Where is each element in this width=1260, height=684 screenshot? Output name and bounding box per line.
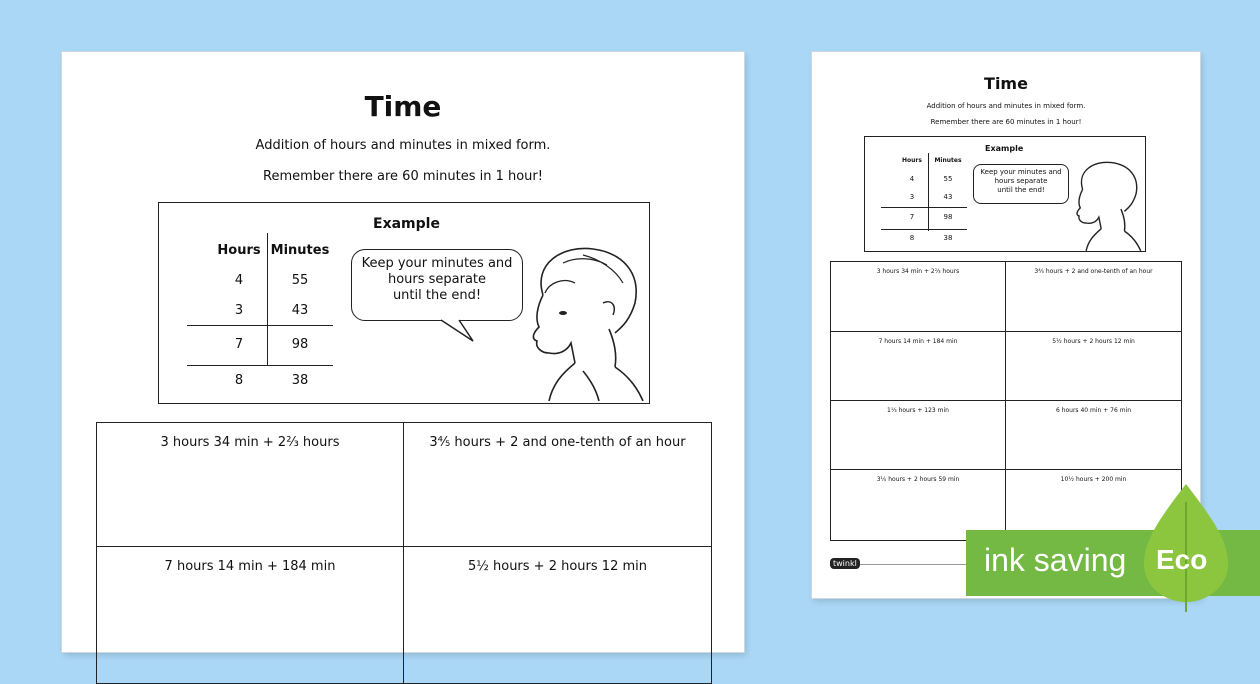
speech-bubble-line-2: hours separate: [387, 272, 487, 287]
example-minutes-4-small: 38: [943, 234, 953, 242]
boy-illustration-small-icon: [1071, 159, 1143, 251]
example-minutes-3: 98: [291, 337, 309, 352]
example-hours-1-small: 4: [909, 175, 915, 183]
worksheet-reminder: Remember there are 60 minutes in 1 hour!: [263, 169, 543, 184]
problem-cell-small-6[interactable]: 6 hours 40 min + 76 min: [1006, 401, 1181, 470]
minutes-header-small: Minutes: [934, 157, 962, 164]
problem-cell-small-7[interactable]: 3⅕ hours + 2 hours 59 min: [831, 470, 1006, 540]
problem-grid-small: [830, 261, 1182, 541]
example-result-line: [187, 365, 333, 366]
example-minutes-1-small: 55: [943, 175, 953, 183]
example-minutes-1: 55: [291, 273, 309, 288]
ink-saving-label: ink saving: [984, 542, 1127, 578]
worksheet-instruction: Addition of hours and minutes in mixed form.: [255, 138, 551, 153]
problem-cell-small-3[interactable]: 7 hours 14 min + 184 min: [831, 332, 1006, 401]
problem-grid: [96, 422, 712, 684]
speech-bubble-small-line-1: Keep your minutes and: [980, 168, 1062, 176]
hours-header-small: Hours: [902, 157, 922, 164]
example-column-divider: [267, 233, 268, 365]
problem-cell-small-1[interactable]: 3 hours 34 min + 2⅔ hours: [831, 262, 1006, 332]
example-hours-2: 3: [234, 303, 244, 318]
worksheet-title-small: Time: [984, 74, 1028, 93]
example-title-small: Example: [985, 144, 1024, 153]
example-hours-3-small: 7: [909, 213, 915, 221]
worksheet-title: Time: [364, 90, 442, 123]
problem-cell-3[interactable]: 7 hours 14 min + 184 min: [97, 547, 404, 683]
speech-bubble-small-line-2: hours separate: [994, 177, 1048, 185]
example-hours-4-small: 8: [909, 234, 915, 242]
example-minutes-3-small: 98: [943, 213, 953, 221]
example-box-small: [864, 136, 1146, 252]
example-minutes-4: 38: [291, 373, 309, 388]
speech-bubble: [351, 249, 523, 321]
eco-label: Eco: [1156, 544, 1208, 575]
problem-cell-small-5[interactable]: 1⅓ hours + 123 min: [831, 401, 1006, 470]
example-sum-line-small: [881, 207, 967, 208]
problem-cell-small-2[interactable]: 3⅘ hours + 2 and one-tenth of an hour: [1006, 262, 1181, 332]
example-box: [158, 202, 650, 404]
twinkl-logo: twinkl: [830, 558, 860, 569]
example-result-line-small: [881, 229, 967, 230]
boy-illustration-icon: [523, 243, 647, 401]
example-hours-3: 7: [234, 337, 244, 352]
example-sum-line: [187, 325, 333, 326]
worksheet-instruction-small: Addition of hours and minutes in mixed form.: [926, 102, 1086, 110]
example-hours-1: 4: [234, 273, 244, 288]
example-hours-4: 8: [234, 373, 244, 388]
hours-header: Hours: [217, 243, 261, 258]
example-title: Example: [373, 216, 440, 232]
worksheet-preview-large: [62, 52, 744, 652]
example-minutes-2-small: 43: [943, 193, 953, 201]
speech-bubble-small-line-3: until the end!: [997, 186, 1045, 194]
speech-bubble-small: [973, 164, 1069, 204]
example-minutes-2: 43: [291, 303, 309, 318]
speech-bubble-line-1: Keep your minutes and: [361, 256, 513, 271]
problem-cell-2[interactable]: 3⅘ hours + 2 and one-tenth of an hour: [404, 423, 711, 547]
problem-cell-1[interactable]: 3 hours 34 min + 2⅔ hours: [97, 423, 404, 547]
problem-cell-4[interactable]: 5½ hours + 2 hours 12 min: [468, 559, 647, 574]
speech-bubble-line-3: until the end!: [392, 288, 482, 303]
example-hours-2-small: 3: [909, 193, 915, 201]
worksheet-reminder-small: Remember there are 60 minutes in 1 hour!: [930, 118, 1082, 126]
minutes-header: Minutes: [270, 243, 330, 258]
speech-bubble-tail: [439, 319, 479, 343]
problem-cell-small-4[interactable]: 5½ hours + 2 hours 12 min: [1006, 332, 1181, 401]
problem-cell-small-8[interactable]: 10½ hours + 200 min: [1060, 476, 1127, 483]
